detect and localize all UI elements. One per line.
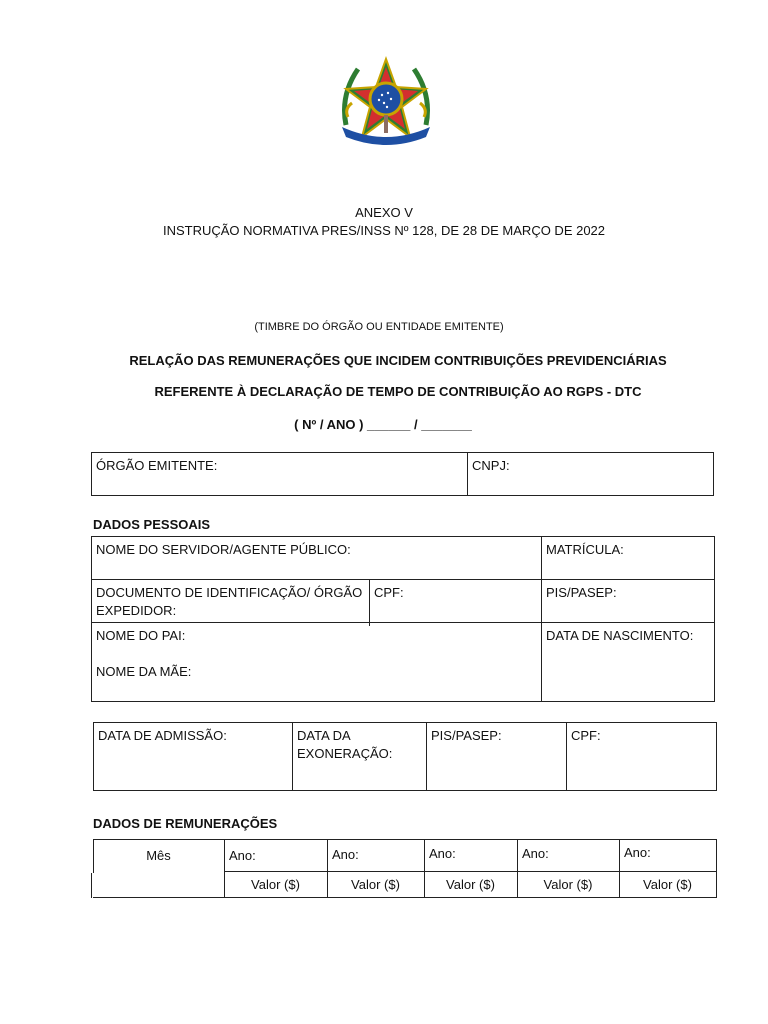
value-header-1: Valor ($): [251, 877, 300, 892]
id-document-label-line2: EXPEDIDOR:: [96, 603, 177, 618]
year-header-2[interactable]: Ano:: [332, 847, 359, 862]
employment-cpf-field[interactable]: CPF:: [571, 728, 601, 743]
coat-of-arms-emblem: [338, 55, 434, 147]
issuer-org-field[interactable]: ÓRGÃO EMITENTE:: [96, 458, 218, 473]
employment-pis-field[interactable]: PIS/PASEP:: [431, 728, 502, 743]
exoneration-label-line1: DATA DA: [297, 728, 351, 743]
month-header: Mês: [146, 848, 171, 863]
year-header-1[interactable]: Ano:: [229, 848, 256, 863]
mother-name-field[interactable]: NOME DA MÃE:: [96, 664, 192, 679]
personal-cpf-field[interactable]: CPF:: [374, 585, 404, 600]
remuneration-mid-border: [224, 871, 717, 872]
remuneration-bottom-border: [93, 897, 717, 898]
value-header-2: Valor ($): [351, 877, 400, 892]
exoneration-date-field[interactable]: [293, 723, 426, 767]
father-name-field[interactable]: NOME DO PAI:: [96, 628, 186, 643]
admission-date-field[interactable]: DATA DE ADMISSÃO:: [98, 728, 227, 743]
annex-label: ANEXO V: [355, 205, 413, 220]
remuneration-top-border: [93, 839, 717, 840]
remuneration-section-title: DADOS DE REMUNERAÇÕES: [93, 816, 278, 831]
personal-pis-field[interactable]: PIS/PASEP:: [546, 585, 617, 600]
instruction-reference: INSTRUÇÃO NORMATIVA PRES/INSS Nº 128, DE 28 DE MARÇO DE 2022: [162, 223, 606, 238]
exoneration-label-line2: EXONERAÇÃO:: [297, 746, 393, 761]
remuneration-right-border: [716, 839, 717, 898]
letterhead-placeholder: (TIMBRE DO ÓRGÃO OU ENTIDADE EMITENTE): [254, 321, 504, 333]
document-subtitle: REFERENTE À DECLARAÇÃO DE TEMPO DE CONTRIBUIÇÃO AO RGPS - DTC: [154, 384, 642, 399]
remuneration-left-border-lower: [91, 873, 92, 898]
personal-section-title: DADOS PESSOAIS: [93, 517, 211, 532]
document-title: RELAÇÃO DAS REMUNERAÇÕES QUE INCIDEM CONTRIBUIÇÕES PREVIDENCIÁRIAS: [129, 353, 667, 368]
value-header-5: Valor ($): [643, 877, 692, 892]
year-header-4[interactable]: Ano:: [522, 846, 549, 861]
year-header-5[interactable]: Ano:: [624, 845, 651, 860]
birth-date-field[interactable]: DATA DE NASCIMENTO:: [546, 628, 694, 643]
registration-field[interactable]: MATRÍCULA:: [546, 542, 624, 557]
value-header-4: Valor ($): [543, 877, 593, 892]
id-document-field[interactable]: [92, 580, 369, 624]
server-name-field[interactable]: NOME DO SERVIDOR/AGENTE PÚBLICO:: [96, 542, 351, 557]
value-header-3: Valor ($): [446, 877, 495, 892]
id-document-label-line1: DOCUMENTO DE IDENTIFICAÇÃO/ ÓRGÃO: [96, 585, 363, 600]
year-header-3[interactable]: Ano:: [429, 846, 456, 861]
issuer-cnpj-field[interactable]: CNPJ:: [472, 458, 510, 473]
number-year-field[interactable]: ( Nº / ANO ) ______ / _______: [294, 417, 472, 432]
